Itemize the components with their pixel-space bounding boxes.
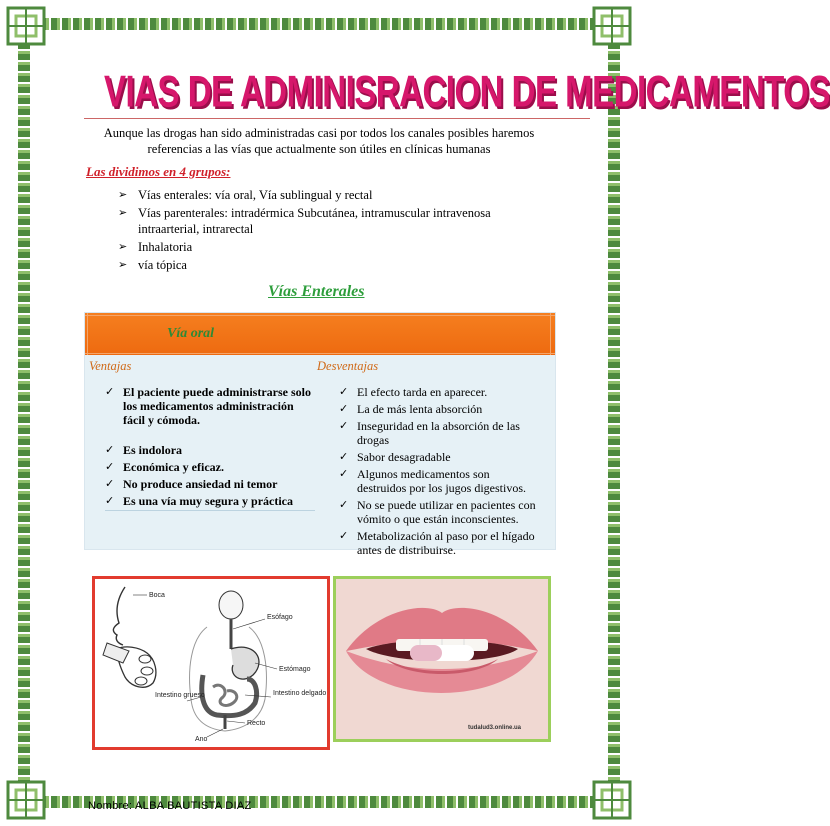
list-item: ✓ Es una vía muy segura y práctica [105,494,315,511]
border-left [18,18,30,808]
checkmark-icon: ✓ [339,419,349,432]
mouth-pill-photo [333,576,551,742]
checkmark-icon: ✓ [105,477,115,490]
digestive-system-diagram [92,576,330,750]
border-right [608,18,620,808]
celtic-knot-corner-icon [590,4,634,48]
section-title: Vías Enterales [268,283,365,300]
desventajas-list [339,385,539,560]
list-item: ✓ La de más lenta absorción [339,402,483,416]
list-item: ✓ El efecto tarda en aparecer. [339,385,488,399]
list-item: ➢ Vías parenterales: intradérmica Subcutánea, intramuscular intravenosa intraarterial, intrarectal [118,206,491,236]
ventajas-heading: Ventajas [89,359,132,373]
label-boca: Boca [149,592,165,599]
checkmark-icon: ✓ [105,385,115,398]
groups-list [118,187,538,275]
checkmark-icon: ✓ [339,450,349,463]
oral-route-table [84,312,556,557]
table-header [85,313,555,355]
label-recto: Recto [247,720,266,727]
list-item: ➢ Inhalatoria [118,240,193,254]
list-item: ✓ No se puede utilizar en pacientes con vómito o que están inconscientes. [339,498,536,526]
checkmark-icon: ✓ [339,467,349,480]
celtic-knot-corner-icon [590,778,634,822]
digestive-diagram-illustration [95,579,327,747]
checkmark-icon: ✓ [339,385,349,398]
list-item: ✓ El paciente puede administrarse solo los medicamentos administración fácil y cómoda. [105,385,311,427]
list-item: ✓ Metabolización al paso por el hígado antes de distribuirse. [339,529,535,557]
arrow-bullet-icon: ➢ [118,206,128,219]
title-divider [84,118,590,119]
table-header-label: Vía oral [167,326,215,341]
intro-paragraph: Aunque las drogas han sido administradas casi por todos los canales posibles haremos referencias a las vías que actualmente son útiles en clínicas humanas [103,126,535,156]
label-intestino-grueso: Intestino grueso [155,692,205,699]
author-name: Nombre: ALBA BAUTISTA DIAZ [88,800,252,812]
label-esofago: Esófago [267,614,293,621]
list-item: ✓ Inseguridad en la absorción de las drogas [339,419,520,447]
celtic-knot-corner-icon [4,4,48,48]
checkmark-icon: ✓ [339,498,349,511]
list-item: ➢ Vías enterales: vía oral, Vía sublingual y rectal [118,188,373,202]
list-item: ➢ vía tópica [118,258,187,272]
label-estomago: Estómago [279,666,311,673]
desventajas-heading: Desventajas [317,359,379,373]
arrow-bullet-icon: ➢ [118,240,128,253]
celtic-knot-corner-icon [4,778,48,822]
arrow-bullet-icon: ➢ [118,258,128,271]
checkmark-icon: ✓ [339,529,349,542]
photo-watermark: tudalud3.online.ua [468,725,522,731]
list-item: ✓ Es indolora [105,443,183,457]
label-intestino-delgado: Intestino delgado [273,690,327,697]
mouth-pill-illustration [336,579,548,739]
list-item: ✓ Algunos medicamentos son destruidos por los jugos digestivos. [339,467,527,495]
list-item: ✓ No produce ansiedad ni temor [105,477,278,491]
checkmark-icon: ✓ [105,460,115,473]
ventajas-list [105,385,315,514]
checkmark-icon: ✓ [105,443,115,456]
checkmark-icon: ✓ [339,402,349,415]
page-title: VIAS DE ADMINISRACION DE MEDICAMENTOS [104,66,830,116]
groups-heading: Las dividimos en 4 grupos: [86,164,231,179]
list-item: ✓ Sabor desagradable [339,450,451,464]
border-top [18,18,620,30]
arrow-bullet-icon: ➢ [118,188,128,201]
checkmark-icon: ✓ [105,494,115,507]
list-item: ✓ Económica y eficaz. [105,460,224,474]
label-ano: Ano [195,736,208,743]
